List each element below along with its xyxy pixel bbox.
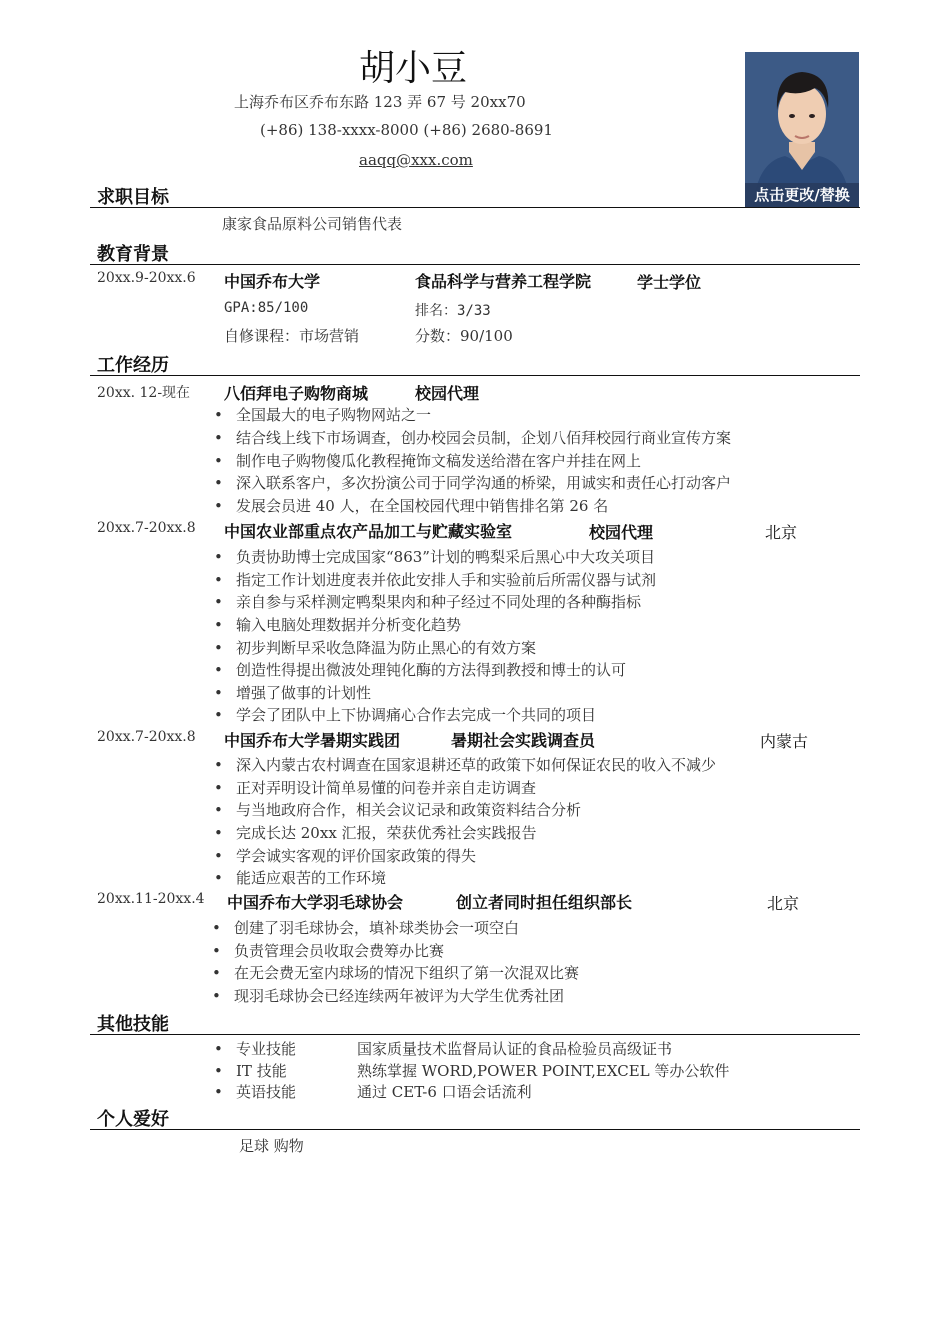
skill-item: • 专业技能 xyxy=(214,1040,297,1058)
hobbies-text: 足球 购物 xyxy=(239,1137,304,1155)
job-date: 20xx.7-20xx.8 xyxy=(97,520,196,536)
list-item: • 完成长达 20xx 汇报，荣获优秀社会实践报告 xyxy=(214,824,537,842)
list-item: • 亲自参与采样测定鸭梨果肉和种子经过不同处理的各种酶指标 xyxy=(214,593,642,611)
section-title-hobbies: 个人爱好 xyxy=(97,1109,169,1130)
section-title-objective: 求职目标 xyxy=(97,187,169,208)
list-item: • 发展会员进 40 人，在全国校园代理中销售排名第 26 名 xyxy=(214,497,609,515)
section-title-work: 工作经历 xyxy=(97,355,169,376)
list-item: • 深入内蒙古农村调查在国家退耕还草的政策下如何保证农民的收入不减少 xyxy=(214,756,717,774)
job-date: 20xx.11-20xx.4 xyxy=(97,891,205,907)
list-item: • 能适应艰苦的工作环境 xyxy=(214,869,387,887)
skill-item: • 英语技能 xyxy=(214,1083,297,1101)
list-item: • 正对弄明设计简单易懂的问卷并亲自走访调查 xyxy=(214,779,537,797)
resume-name: 胡小豆 xyxy=(358,48,467,89)
job-org: 八佰拜电子购物商城 xyxy=(224,384,369,403)
job-org: 中国农业部重点农产品加工与贮藏实验室 xyxy=(224,522,513,541)
section-title-skills: 其他技能 xyxy=(97,1014,169,1035)
section-divider xyxy=(90,264,860,265)
list-item: • 在无会费无室内球场的情况下组织了第一次混双比赛 xyxy=(212,964,580,982)
list-item: • 负责管理会员收取会费筹办比赛 xyxy=(212,942,445,960)
skill-value: 熟练掌握 WORD,POWER POINT,EXCEL 等办公软件 xyxy=(357,1062,730,1080)
list-item: • 负责协助博士完成国家“863”计划的鸭梨采后黑心中大攻关项目 xyxy=(214,548,655,566)
change-photo-button[interactable]: 点击更改/替换 xyxy=(745,183,859,207)
list-item: • 现羽毛球协会已经连续两年被评为大学生优秀社团 xyxy=(212,987,565,1005)
list-item: • 深入联系客户，多次扮演公司于同学沟通的桥梁，用诚实和责任心打动客户 xyxy=(214,474,732,492)
list-item: • 全国最大的电子购物网站之一 xyxy=(214,406,432,424)
rank: 排名：3/33 xyxy=(415,303,491,319)
education-date: 20xx.9-20xx.6 xyxy=(97,270,196,286)
section-divider xyxy=(90,375,860,376)
section-divider xyxy=(90,1034,860,1035)
objective-text: 康家食品原料公司销售代表 xyxy=(222,215,403,233)
list-item: • 结合线上线下市场调查，创办校园会员制，企划八佰拜校园行商业宣传方案 xyxy=(214,429,732,447)
skill-item: • IT 技能 xyxy=(214,1062,287,1080)
section-title-education: 教育背景 xyxy=(97,244,169,265)
job-role: 暑期社会实践调查员 xyxy=(451,731,596,750)
course-score: 分数：90/100 xyxy=(415,327,513,345)
list-item: • 制作电子购物傻瓜化教程掩饰文稿发送给潜在客户并挂在网上 xyxy=(214,452,642,470)
job-role: 创立者同时担任组织部长 xyxy=(456,893,633,912)
list-item: • 学会了团队中上下协调痛心合作去完成一个共同的项目 xyxy=(214,706,597,724)
job-org: 中国乔布大学暑期实践团 xyxy=(224,731,401,750)
school-name: 中国乔布大学 xyxy=(224,272,321,291)
section-divider xyxy=(90,1129,860,1130)
job-date: 20xx. 12-现在 xyxy=(97,385,191,401)
phone-numbers: (+86) 138-xxxx-8000 (+86) 2680-8691 xyxy=(260,121,553,139)
list-item: • 与当地政府合作，相关会议记录和政策资料结合分析 xyxy=(214,801,582,819)
job-location: 内蒙古 xyxy=(760,732,809,751)
job-role: 校园代理 xyxy=(589,523,654,542)
email-link[interactable]: aaqq@xxx.com xyxy=(359,151,473,169)
list-item: • 学会诚实客观的评价国家政策的得失 xyxy=(214,847,477,865)
college-name: 食品科学与营养工程学院 xyxy=(415,272,592,291)
list-item: • 创建了羽毛球协会，填补球类协会一项空白 xyxy=(212,919,520,937)
job-location: 北京 xyxy=(767,894,800,913)
job-location: 北京 xyxy=(765,523,798,542)
gpa: GPA:85/100 xyxy=(224,300,309,316)
job-role: 校园代理 xyxy=(415,384,480,403)
list-item: • 增强了做事的计划性 xyxy=(214,684,372,702)
job-org: 中国乔布大学羽毛球协会 xyxy=(227,893,404,912)
list-item: • 创造性得提出微波处理钝化酶的方法得到教授和博士的认可 xyxy=(214,661,627,679)
profile-photo[interactable] xyxy=(745,52,859,207)
list-item: • 初步判断早采收急降温为防止黑心的有效方案 xyxy=(214,639,537,657)
job-date: 20xx.7-20xx.8 xyxy=(97,729,196,745)
skill-value: 国家质量技术监督局认证的食品检验员高级证书 xyxy=(357,1040,673,1058)
list-item: • 指定工作计划进度表并依此安排人手和实验前后所需仪器与试剂 xyxy=(214,571,657,589)
degree: 学士学位 xyxy=(637,273,702,292)
list-item: • 输入电脑处理数据并分析变化趋势 xyxy=(214,616,462,634)
section-divider xyxy=(90,207,860,208)
address: 上海乔布区乔布东路 123 弄 67 号 20xx70 xyxy=(234,93,526,111)
self-study-course: 自修课程：市场营销 xyxy=(224,327,360,345)
skill-value: 通过 CET-6 口语会话流利 xyxy=(357,1083,532,1101)
